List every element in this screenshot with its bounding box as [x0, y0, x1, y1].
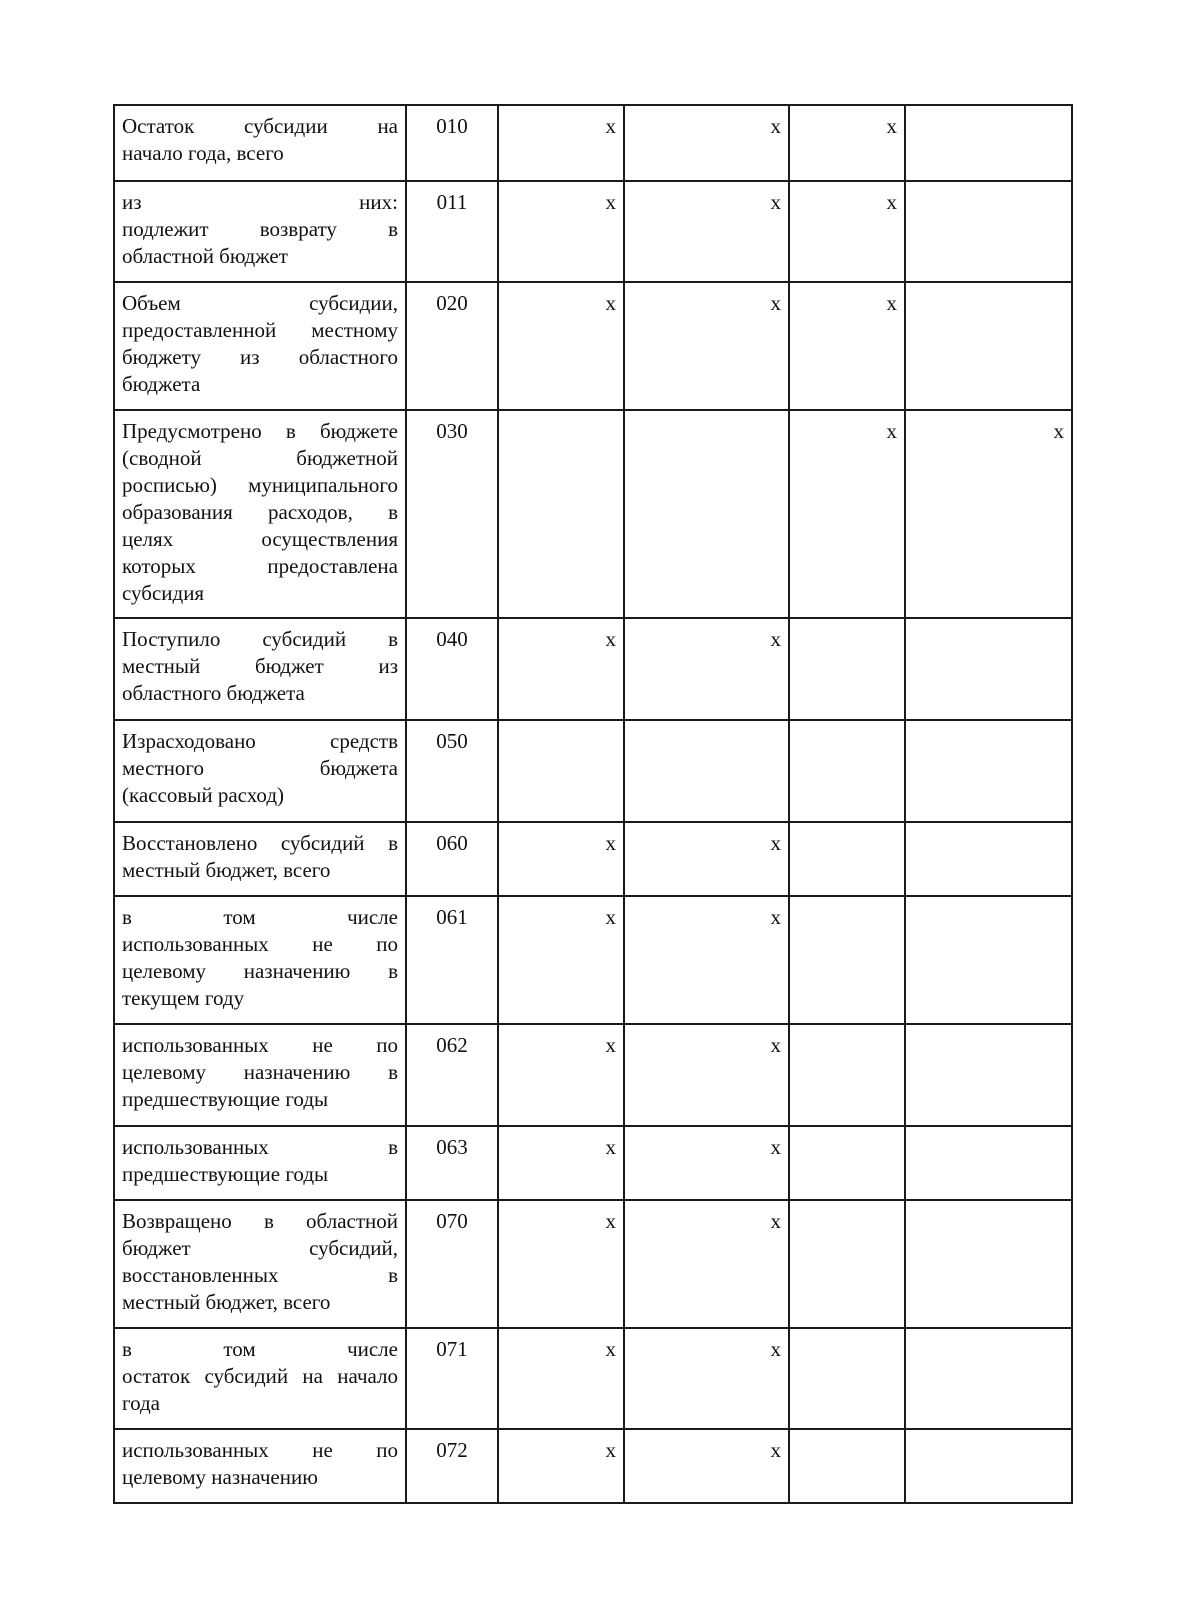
row-label-line: бюджета [122, 372, 201, 396]
value-cell [624, 1429, 789, 1503]
table-row [114, 618, 1072, 720]
value-cell [789, 1429, 905, 1503]
cross-mark: x [605, 905, 616, 929]
cross-mark: x [605, 190, 616, 214]
row-label-line: росписью) муниципального [122, 473, 398, 497]
value-cell [624, 410, 789, 618]
row-label-line: местного бюджета [122, 756, 398, 780]
cross-mark: x [605, 291, 616, 315]
row-code: 050 [406, 720, 498, 822]
table-row [114, 1126, 1072, 1200]
row-label [114, 1024, 406, 1126]
cross-mark: x [605, 1337, 616, 1361]
table-row [114, 1024, 1072, 1126]
table-row [114, 181, 1072, 282]
value-cell [789, 618, 905, 720]
value-cell [789, 282, 905, 410]
value-cell [905, 720, 1072, 822]
value-cell [498, 1200, 624, 1328]
value-cell [498, 410, 624, 618]
cross-mark: x [886, 190, 897, 214]
row-label-line: подлежит возврату в [122, 217, 398, 241]
row-label [114, 1429, 406, 1503]
row-label-line: (кассовый расход) [122, 783, 284, 807]
row-label-line: Возвращено в областной [122, 1209, 398, 1233]
value-cell [624, 1126, 789, 1200]
value-cell [498, 181, 624, 282]
value-cell [789, 1328, 905, 1429]
cross-mark: x [770, 1438, 781, 1462]
row-code: 040 [406, 618, 498, 720]
row-label-line: восстановленных в [122, 1263, 398, 1287]
row-label-line: которых предоставлена [122, 554, 398, 578]
value-cell [905, 1200, 1072, 1328]
value-cell [498, 105, 624, 181]
row-label-line: местный бюджет из [122, 654, 398, 678]
row-label-line: Поступило субсидий в [122, 627, 398, 651]
value-cell [498, 618, 624, 720]
row-label [114, 822, 406, 896]
value-cell [624, 720, 789, 822]
row-label [114, 410, 406, 618]
cross-mark: x [605, 1438, 616, 1462]
row-label-line: бюджету из областного [122, 345, 398, 369]
row-label-line: остаток субсидий на начало [122, 1364, 398, 1388]
row-label [114, 618, 406, 720]
table-row [114, 1328, 1072, 1429]
value-cell [905, 896, 1072, 1024]
row-label-line: целевому назначению в [122, 959, 398, 983]
value-cell [905, 1126, 1072, 1200]
value-cell [498, 1126, 624, 1200]
row-label-line: Остаток субсидии на [122, 114, 398, 138]
row-code: 010 [406, 105, 498, 181]
row-code: 061 [406, 896, 498, 1024]
row-label-line: использованных в [122, 1135, 398, 1159]
row-code: 070 [406, 1200, 498, 1328]
row-label-line: предоставленной местному [122, 318, 398, 342]
value-cell [789, 896, 905, 1024]
value-cell [624, 618, 789, 720]
row-label [114, 105, 406, 181]
cross-mark: x [886, 291, 897, 315]
cross-mark: x [886, 114, 897, 138]
value-cell [905, 1328, 1072, 1429]
subsidy-report-table [113, 104, 1073, 1504]
value-cell [789, 410, 905, 618]
value-cell [789, 1024, 905, 1126]
value-cell [789, 1200, 905, 1328]
value-cell [624, 1200, 789, 1328]
value-cell [905, 410, 1072, 618]
value-cell [624, 1024, 789, 1126]
row-label-line: в том числе [122, 1337, 398, 1361]
row-label-line: целевому назначению [122, 1465, 318, 1489]
cross-mark: x [770, 1033, 781, 1057]
value-cell [624, 822, 789, 896]
value-cell [624, 282, 789, 410]
row-label-line: Предусмотрено в бюджете [122, 419, 398, 443]
row-label-line: Объем субсидии, [122, 291, 398, 315]
row-label-line: образования расходов, в [122, 500, 398, 524]
value-cell [789, 105, 905, 181]
row-label-line: Восстановлено субсидий в [122, 831, 398, 855]
row-label [114, 1126, 406, 1200]
value-cell [498, 1429, 624, 1503]
cross-mark: x [605, 831, 616, 855]
row-label-line: областной бюджет [122, 244, 288, 268]
table-body [114, 105, 1072, 1503]
row-label-line: субсидия [122, 581, 205, 605]
row-code: 030 [406, 410, 498, 618]
row-code: 063 [406, 1126, 498, 1200]
table-row [114, 1200, 1072, 1328]
row-label [114, 1328, 406, 1429]
row-code: 072 [406, 1429, 498, 1503]
value-cell [789, 720, 905, 822]
value-cell [624, 105, 789, 181]
cross-mark: x [770, 291, 781, 315]
row-label-line: использованных не по [122, 932, 398, 956]
row-label-line: местный бюджет, всего [122, 858, 331, 882]
value-cell [905, 1429, 1072, 1503]
row-label-line: года [122, 1391, 160, 1415]
value-cell [905, 1024, 1072, 1126]
value-cell [905, 181, 1072, 282]
value-cell [789, 181, 905, 282]
value-cell [498, 822, 624, 896]
value-cell [498, 896, 624, 1024]
value-cell [498, 282, 624, 410]
table-row [114, 822, 1072, 896]
cross-mark: x [605, 114, 616, 138]
row-label-line: бюджет субсидий, [122, 1236, 398, 1260]
row-label-line: предшествующие годы [122, 1087, 329, 1111]
row-label-line: целях осуществления [122, 527, 398, 551]
row-label-line: областного бюджета [122, 681, 305, 705]
table-row [114, 410, 1072, 618]
cross-mark: x [605, 1209, 616, 1233]
value-cell [498, 720, 624, 822]
cross-mark: x [886, 419, 897, 443]
row-label-line: текущем году [122, 986, 245, 1010]
row-label-line: использованных не по [122, 1438, 398, 1462]
value-cell [789, 822, 905, 896]
value-cell [624, 181, 789, 282]
cross-mark: x [770, 831, 781, 855]
row-label-line: местный бюджет, всего [122, 1290, 331, 1314]
row-label-line: (сводной бюджетной [122, 446, 398, 470]
row-label-line: Израсходовано средств [122, 729, 398, 753]
cross-mark: x [770, 190, 781, 214]
row-code: 020 [406, 282, 498, 410]
cross-mark: x [605, 1135, 616, 1159]
value-cell [498, 1024, 624, 1126]
row-label [114, 720, 406, 822]
value-cell [905, 618, 1072, 720]
value-cell [789, 1126, 905, 1200]
cross-mark: x [605, 627, 616, 651]
cross-mark: x [1053, 419, 1064, 443]
row-label-line: целевому назначению в [122, 1060, 398, 1084]
row-code: 062 [406, 1024, 498, 1126]
table-row [114, 896, 1072, 1024]
cross-mark: x [770, 627, 781, 651]
row-label [114, 896, 406, 1024]
row-label [114, 181, 406, 282]
cross-mark: x [770, 1337, 781, 1361]
value-cell [498, 1328, 624, 1429]
value-cell [905, 105, 1072, 181]
row-label-line: в том числе [122, 905, 398, 929]
value-cell [905, 822, 1072, 896]
row-label-line: из них: [122, 190, 398, 214]
row-code: 011 [406, 181, 498, 282]
table-row [114, 282, 1072, 410]
row-label-line: начало года, всего [122, 141, 284, 165]
cross-mark: x [770, 114, 781, 138]
cross-mark: x [605, 1033, 616, 1057]
table-row [114, 1429, 1072, 1503]
cross-mark: x [770, 1209, 781, 1233]
value-cell [624, 1328, 789, 1429]
value-cell [905, 282, 1072, 410]
table-row [114, 105, 1072, 181]
value-cell [624, 896, 789, 1024]
table-row [114, 720, 1072, 822]
row-label [114, 282, 406, 410]
row-label-line: использованных не по [122, 1033, 398, 1057]
row-label-line: предшествующие годы [122, 1162, 329, 1186]
row-code: 071 [406, 1328, 498, 1429]
cross-mark: x [770, 1135, 781, 1159]
row-label [114, 1200, 406, 1328]
cross-mark: x [770, 905, 781, 929]
row-code: 060 [406, 822, 498, 896]
